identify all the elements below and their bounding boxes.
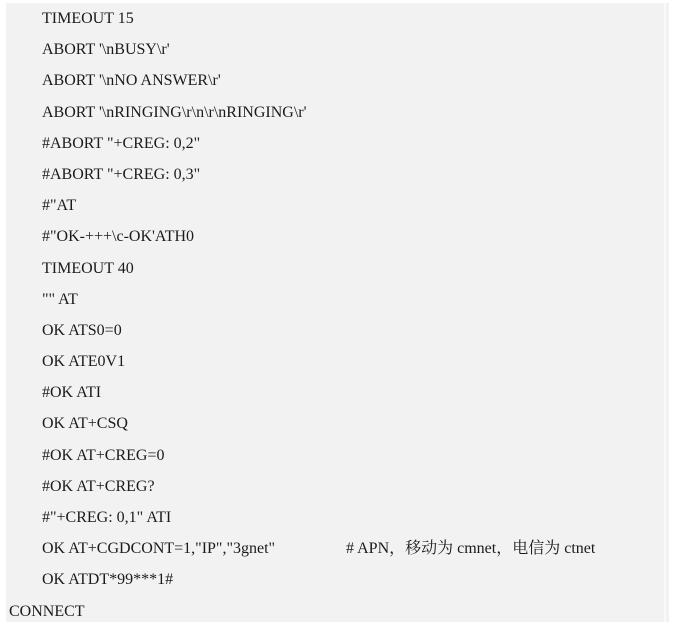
script-line-timeout-15: TIMEOUT 15 bbox=[42, 10, 134, 27]
script-line-abort-creg-03: #ABORT "+CREG: 0,3" bbox=[42, 165, 201, 183]
cgdcont-code: OK AT+CGDCONT=1,"IP","3gnet" bbox=[42, 540, 276, 558]
script-line-ati: #OK ATI bbox=[42, 384, 102, 402]
script-line-empty-at: "" AT bbox=[42, 290, 78, 308]
script-line-csq: OK AT+CSQ bbox=[42, 415, 128, 433]
panel-edge-divider bbox=[664, 3, 666, 622]
script-line-cgdcont bbox=[6, 533, 669, 564]
script-line-connect: CONNECT bbox=[9, 602, 85, 620]
apn-comment: # APN，移动为 cmnet，电信为 ctnet bbox=[346, 540, 596, 558]
script-line-abort-busy: ABORT '\nBUSY\r' bbox=[42, 41, 170, 59]
script-line-ate0v1: OK ATE0V1 bbox=[42, 353, 126, 371]
script-line-ats0: OK ATS0=0 bbox=[42, 321, 122, 339]
script-line-atdt-dial: OK ATDT*99***1# bbox=[42, 571, 174, 589]
script-line-abort-ringing: ABORT '\nRINGING\r\n\r\nRINGING\r' bbox=[42, 103, 307, 121]
script-line-abort-no-answer: ABORT '\nNO ANSWER\r' bbox=[42, 72, 221, 90]
chat-script-panel bbox=[6, 3, 669, 622]
script-line-creg-0: #OK AT+CREG=0 bbox=[42, 446, 165, 464]
script-line-creg-01-ati: #"+CREG: 0,1" ATI bbox=[42, 509, 172, 526]
script-line-at: #"AT bbox=[42, 197, 77, 215]
script-line-creg-query: #OK AT+CREG? bbox=[42, 477, 155, 495]
script-line-abort-creg-02: #ABORT "+CREG: 0,2" bbox=[42, 134, 201, 152]
script-line-timeout-40: TIMEOUT 40 bbox=[42, 259, 134, 277]
script-line-ok-ath0: #"OK-+++\c-OK'ATH0 bbox=[42, 228, 195, 246]
